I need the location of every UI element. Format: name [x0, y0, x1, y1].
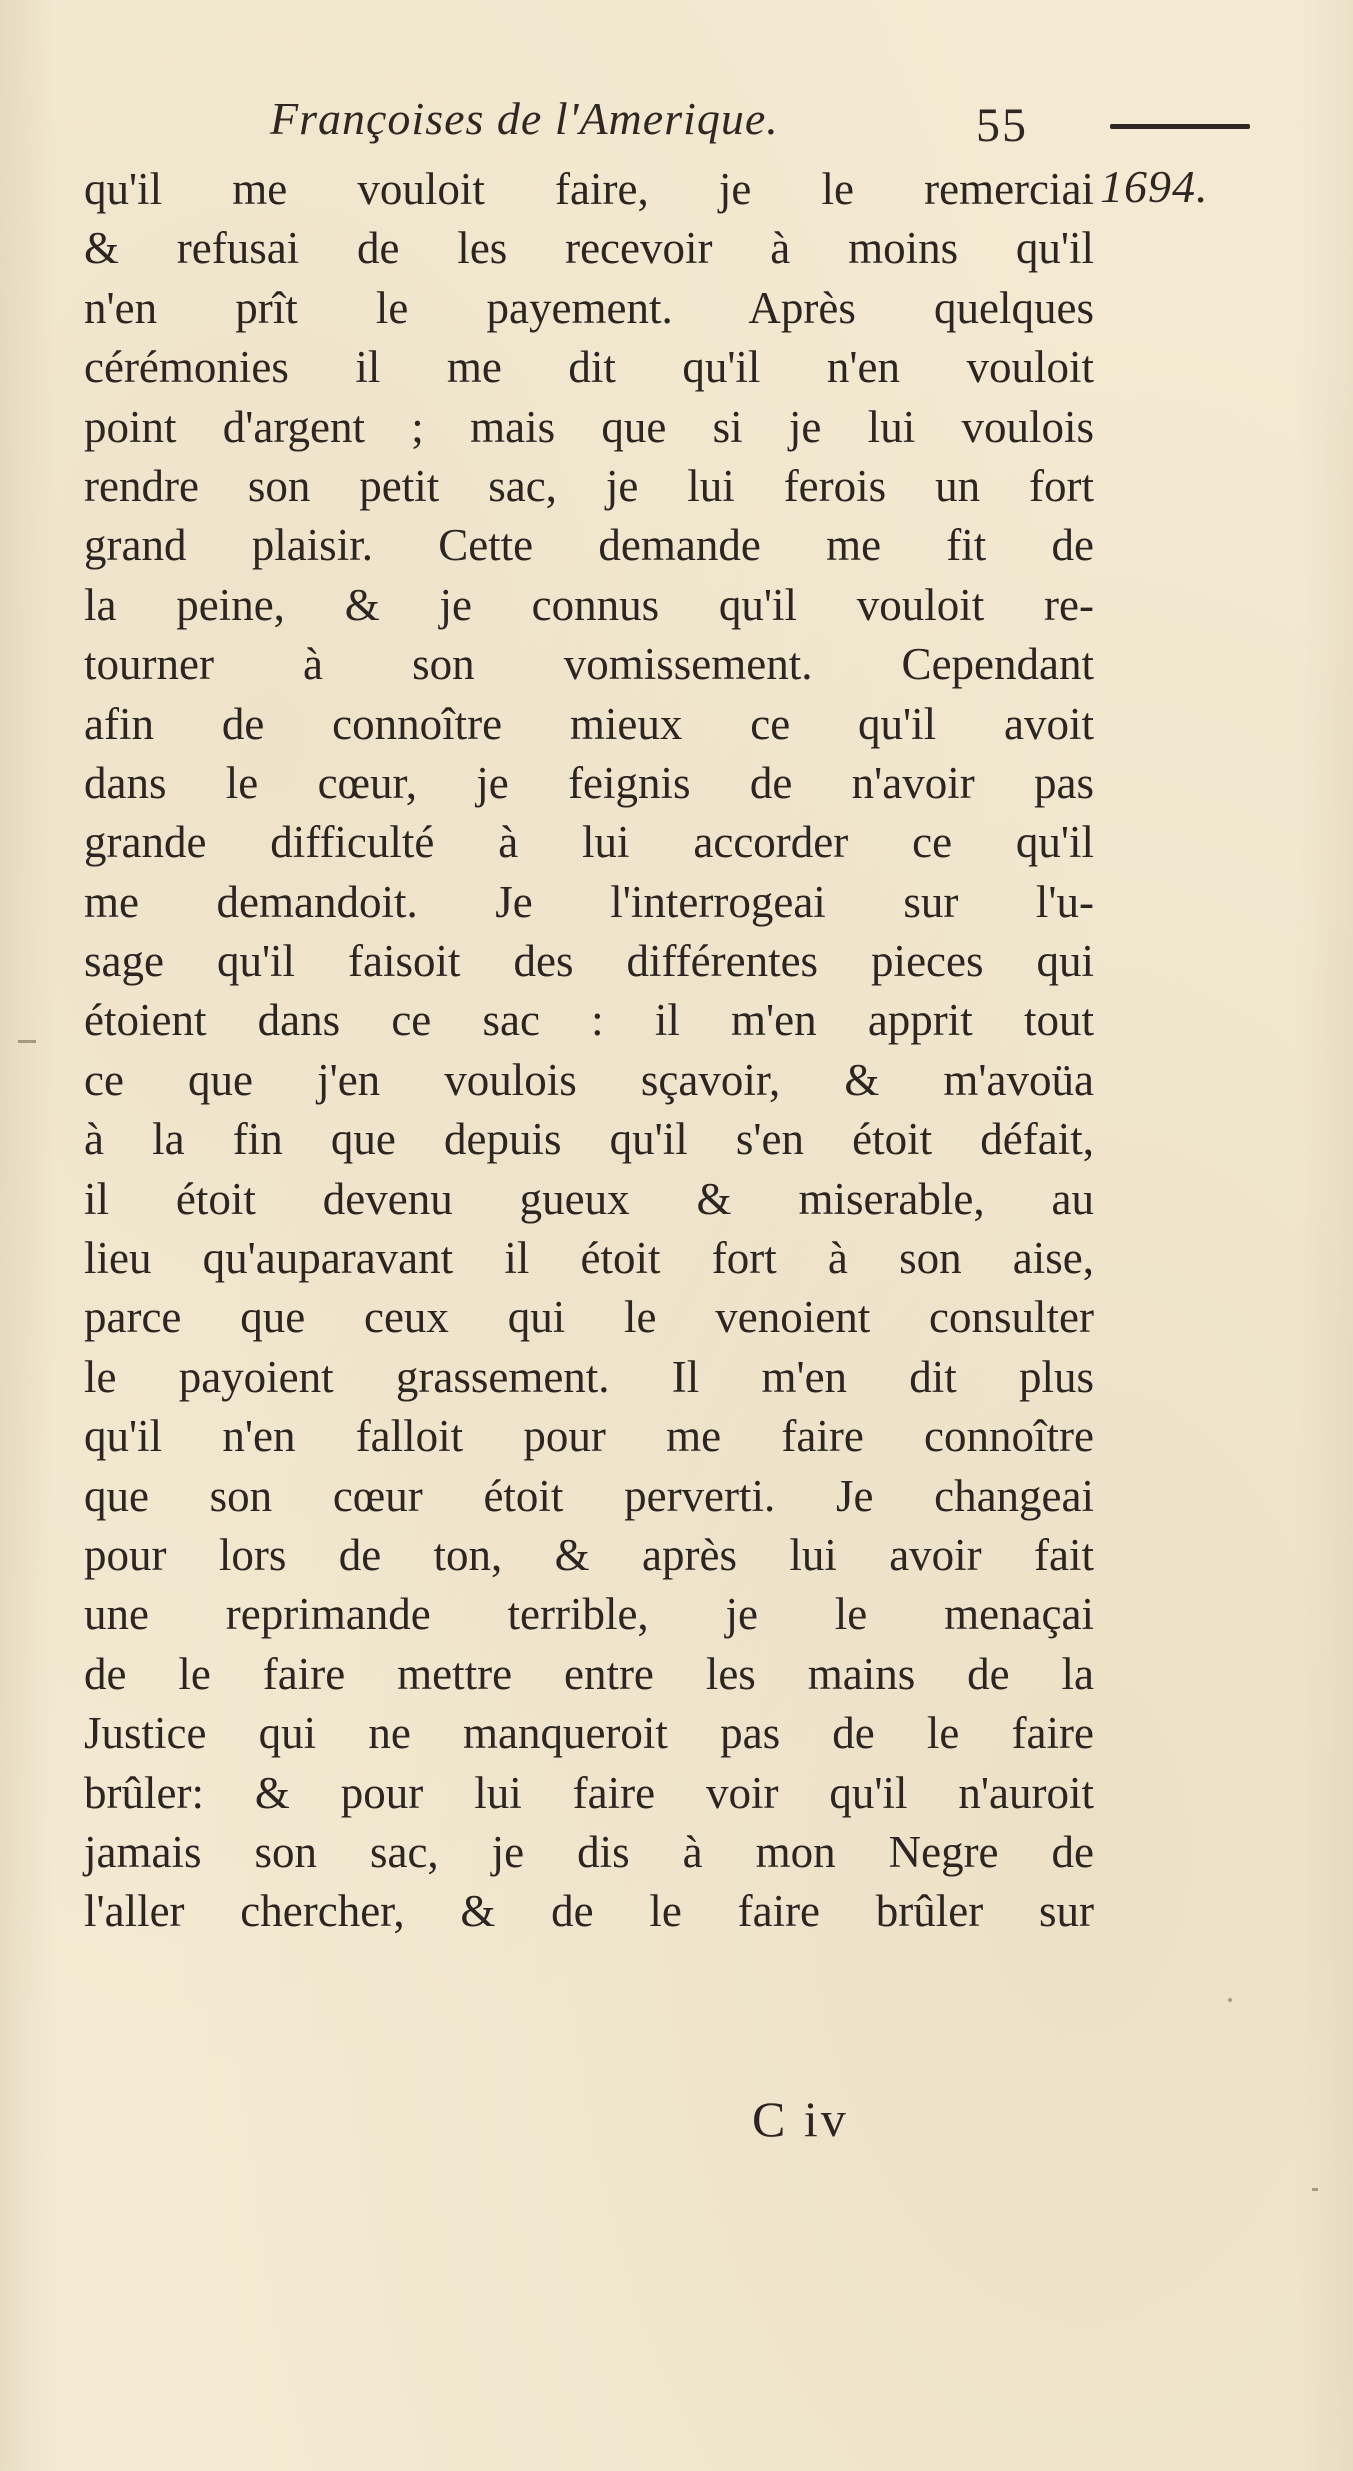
- margin-dash-mark: [18, 1040, 36, 1043]
- header-rule: [1110, 124, 1250, 129]
- text-line: & refusai de les recevoir à moins qu'il: [84, 223, 1094, 274]
- text-line: n'en prît le payement. Après quelques: [84, 282, 1094, 333]
- text-line: qu'il me vouloit faire, je le remerciai: [84, 164, 1094, 214]
- page-number: 55: [976, 99, 1028, 152]
- margin-year-note: 1694.: [1100, 161, 1209, 212]
- text-line: de le faire mettre entre les mains de la: [84, 1648, 1094, 1699]
- text-line: afin de connoître mieux ce qu'il avoit: [84, 698, 1094, 749]
- text-line: parce que ceux qui le venoient consulter: [84, 1292, 1094, 1343]
- text-line: jamais son sac, je dis à mon Negre de: [84, 1826, 1094, 1877]
- running-head: [270, 92, 1060, 162]
- text-line: me demandoit. Je l'interrogeai sur l'u-: [84, 876, 1094, 927]
- text-line: grande difficulté à lui accorder ce qu'il: [84, 817, 1094, 868]
- text-line: sage qu'il faisoit des différentes pieces qui: [84, 936, 1094, 987]
- text-line: qu'il n'en falloit pour me faire connoître: [84, 1411, 1094, 1462]
- body-text: [84, 160, 1094, 1942]
- text-line: à la fin que depuis qu'il s'en étoit défait,: [84, 1114, 1094, 1165]
- text-line: rendre son petit sac, je lui ferois un fort: [84, 460, 1094, 511]
- margin-dash-mark: [1312, 2188, 1318, 2191]
- text-line: étoient dans ce sac : il m'en apprit tout: [84, 995, 1094, 1046]
- text-line: il étoit devenu gueux & miserable, au: [84, 1173, 1094, 1224]
- text-line: pour lors de ton, & après lui avoir fait: [84, 1529, 1094, 1580]
- text-line: cérémonies il me dit qu'il n'en vouloit: [84, 342, 1094, 393]
- text-line: brûler: & pour lui faire voir qu'il n'auroit: [84, 1767, 1094, 1818]
- text-line: l'aller chercher, & de le faire brûler sur: [84, 1886, 1094, 1937]
- running-title: Françoises de l'Amerique.: [270, 93, 779, 144]
- text-line: Justice qui ne manqueroit pas de le faire: [84, 1708, 1094, 1759]
- text-line: grand plaisir. Cette demande me fit de: [84, 520, 1094, 571]
- text-line: que son cœur étoit perverti. Je changeai: [84, 1470, 1094, 1521]
- text-line: dans le cœur, je feignis de n'avoir pas: [84, 757, 1094, 808]
- text-line: point d'argent ; mais que si je lui voulois: [84, 401, 1094, 452]
- text-line: le payoient grassement. Il m'en dit plus: [84, 1351, 1094, 1402]
- margin-dot-mark: [1228, 1998, 1232, 2002]
- text-line: une reprimande terrible, je le menaçai: [84, 1589, 1094, 1640]
- text-line: ce que j'en voulois sçavoir, & m'avoüa: [84, 1054, 1094, 1105]
- text-line: lieu qu'auparavant il étoit fort à son aise,: [84, 1233, 1094, 1284]
- signature-mark: C iv: [752, 2091, 849, 2147]
- text-line: tourner à son vomissement. Cependant: [84, 639, 1094, 690]
- text-line: la peine, & je connus qu'il vouloit re-: [84, 579, 1094, 630]
